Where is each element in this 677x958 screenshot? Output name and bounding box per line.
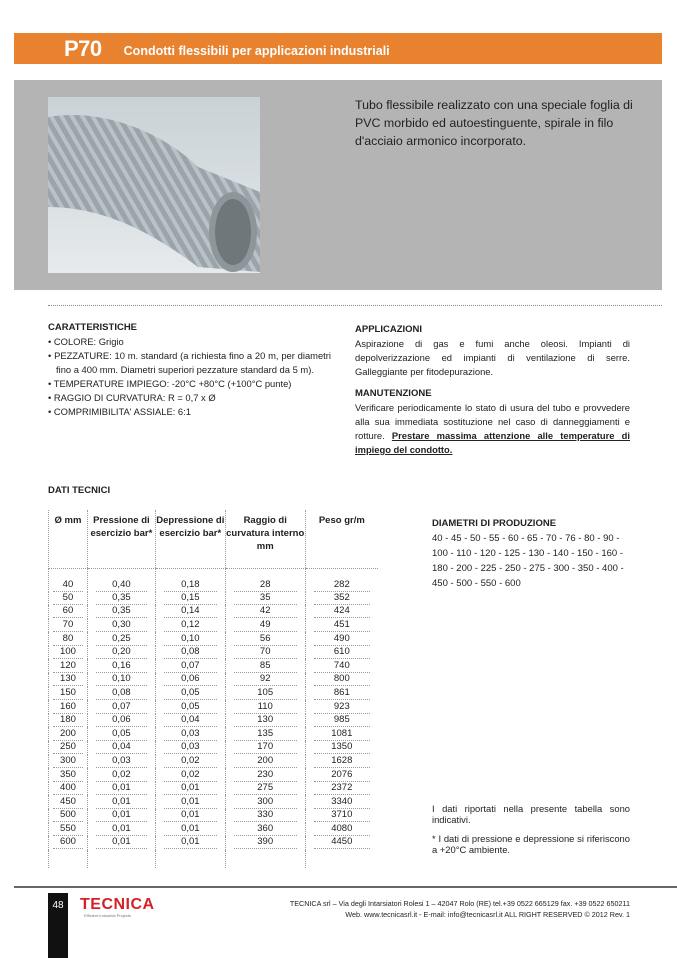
table-cell <box>305 795 378 809</box>
table-cell <box>155 714 225 728</box>
logo-tagline: Efficient Industrial Projects <box>84 913 132 918</box>
cell-value: 490 <box>314 633 370 646</box>
cell-value: 0,18 <box>164 579 217 592</box>
cell-value: 105 <box>234 687 297 700</box>
table-cell <box>49 809 88 823</box>
cell-value: 0,10 <box>164 633 217 646</box>
table-cell <box>155 659 225 673</box>
table-cell <box>87 809 155 823</box>
cell-value: 0,01 <box>96 836 147 849</box>
cell-value: 352 <box>314 592 370 605</box>
table-cell <box>87 823 155 837</box>
cell-value: 0,03 <box>164 741 217 754</box>
diameters-title: DIAMETRI DI PRODUZIONE <box>432 518 557 529</box>
table-cell <box>155 619 225 633</box>
characteristic-item: • PEZZATURE: 10 m. standard (a richiesta fino a 20 m, per diametri fino a 400 mm. Diametri superiori pezzature standard da 5 m). <box>48 349 331 377</box>
table-cell <box>305 809 378 823</box>
table-row <box>49 755 379 769</box>
table-cell <box>155 836 225 850</box>
table-cell <box>49 646 88 660</box>
cell-value: 0,06 <box>96 714 147 727</box>
cell-value: 0,35 <box>96 592 147 605</box>
cell-value: 0,07 <box>164 660 217 673</box>
cell-value: 135 <box>234 728 297 741</box>
table-cell <box>155 673 225 687</box>
cell-value: 0,01 <box>164 809 217 822</box>
table-cell <box>225 687 305 701</box>
table-row <box>49 605 379 619</box>
table-cell <box>87 741 155 755</box>
note-pressure: * I dati di pressione e depressione si riferiscono a +20°C ambiente. <box>432 833 630 855</box>
empty-cell <box>49 850 88 868</box>
column-header: Pressione di esercizio bar* <box>87 510 155 568</box>
cell-value: 0,20 <box>96 646 147 659</box>
table-row <box>49 768 379 782</box>
cell-value: 0,01 <box>96 796 147 809</box>
cell-value: 450 <box>53 796 83 809</box>
cell-value: 49 <box>234 619 297 632</box>
cell-value: 500 <box>53 809 83 822</box>
production-diameters <box>432 516 632 591</box>
cell-value: 275 <box>234 782 297 795</box>
product-subtitle: Condotti flessibili per applicazioni industriali <box>123 43 390 58</box>
table-row <box>49 619 379 633</box>
cell-value: 85 <box>234 660 297 673</box>
table-cell <box>305 632 378 646</box>
page-number: 48 <box>48 893 68 958</box>
characteristic-item: • COMPRIMIBILITA' ASSIALE: 6:1 <box>48 405 331 419</box>
product-description: Tubo flessibile realizzato con una speciale foglia di PVC morbido ed autoestinguente, spirale in filo d'acciaio armonico incorporato. <box>355 98 633 148</box>
cell-value: 0,01 <box>96 782 147 795</box>
table-cell <box>49 741 88 755</box>
product-photo <box>48 97 260 273</box>
cell-value: 923 <box>314 701 370 714</box>
cell-value: 0,10 <box>96 673 147 686</box>
table-cell <box>49 673 88 687</box>
table-cell <box>49 632 88 646</box>
cell-value: 160 <box>53 701 83 714</box>
footer-divider <box>14 886 677 888</box>
table-cell <box>305 568 378 592</box>
table-cell <box>305 619 378 633</box>
cell-value: 150 <box>53 687 83 700</box>
empty-cell <box>225 850 305 868</box>
table-cell <box>49 659 88 673</box>
table-row <box>49 687 379 701</box>
table-row <box>49 809 379 823</box>
cell-value: 360 <box>234 823 297 836</box>
applications-text: Aspirazione di gas e fumi anche oleosi. Impianti di depolverizzazione ed impianti di ventilazione di serre. Galleggiante per fitodepurazione. <box>355 338 630 377</box>
column-header: Ø mm <box>49 510 88 568</box>
cell-value: 230 <box>234 769 297 782</box>
cell-value: 200 <box>53 728 83 741</box>
maintenance-emphasis: Prestare massima attenzione alle temperature di impiego del condotto. <box>355 430 630 455</box>
table-cell <box>49 592 88 606</box>
table-cell <box>49 782 88 796</box>
table-row <box>49 632 379 646</box>
table-cell <box>49 568 88 592</box>
table-cell <box>155 592 225 606</box>
empty-cell <box>155 850 225 868</box>
table-cell <box>305 727 378 741</box>
table-cell <box>225 659 305 673</box>
cell-value: 0,04 <box>164 714 217 727</box>
table-row <box>49 823 379 837</box>
table-row <box>49 646 379 660</box>
table-cell <box>305 782 378 796</box>
table-cell <box>87 646 155 660</box>
cell-value: 100 <box>53 646 83 659</box>
table-cell <box>225 795 305 809</box>
table-row <box>49 673 379 687</box>
cell-value: 0,08 <box>96 687 147 700</box>
cell-value: 170 <box>234 741 297 754</box>
column-header: Peso gr/m <box>305 510 378 568</box>
table-cell <box>155 809 225 823</box>
cell-value: 35 <box>234 592 297 605</box>
table-cell <box>305 823 378 837</box>
table-cell <box>305 714 378 728</box>
table-row <box>49 700 379 714</box>
table-cell <box>155 768 225 782</box>
table-row <box>49 727 379 741</box>
hose-image <box>48 97 260 273</box>
header-bar <box>14 33 662 64</box>
table-cell <box>225 568 305 592</box>
cell-value: 3340 <box>314 796 370 809</box>
cell-value: 80 <box>53 633 83 646</box>
product-code: P70 <box>64 35 102 61</box>
table-cell <box>225 836 305 850</box>
tech-data-title: DATI TECNICI <box>48 485 111 496</box>
table-cell <box>305 592 378 606</box>
table-cell <box>305 768 378 782</box>
cell-value: 0,01 <box>164 836 217 849</box>
table-cell <box>155 795 225 809</box>
table-cell <box>87 836 155 850</box>
table-cell <box>305 836 378 850</box>
table-cell <box>305 741 378 755</box>
table-cell <box>87 700 155 714</box>
diameters-list: 40 - 45 - 50 - 55 - 60 - 65 - 70 - 76 - 80 - 90 - 100 - 110 - 120 - 125 - 130 - 140 - 150 - 160 - 180 - 200 - 225 - 250 - 275 - 300 - 350 - 400 - 450 - 500 - 550 - 600 <box>432 533 624 589</box>
cell-value: 0,14 <box>164 605 217 618</box>
table-cell <box>225 632 305 646</box>
table-cell <box>49 700 88 714</box>
table-cell <box>87 568 155 592</box>
table-cell <box>225 727 305 741</box>
table-cell <box>87 673 155 687</box>
cell-value: 600 <box>53 836 83 849</box>
footer-info <box>290 898 630 920</box>
cell-value: 0,02 <box>96 769 147 782</box>
cell-value: 0,02 <box>164 769 217 782</box>
table-cell <box>87 605 155 619</box>
footer-address: TECNICA srl – Via degli Intarsiatori Rolesi 1 – 42047 Rolo (RE) tel.+39 0522 665129 fax. +39 0522 650211 <box>289 899 630 908</box>
cell-value: 130 <box>53 673 83 686</box>
table-cell <box>225 823 305 837</box>
cell-value: 1350 <box>314 741 370 754</box>
cell-value: 0,40 <box>96 579 147 592</box>
table-cell <box>155 782 225 796</box>
empty-cell <box>87 850 155 868</box>
table-cell <box>87 632 155 646</box>
cell-value: 985 <box>314 714 370 727</box>
table-cell <box>49 714 88 728</box>
table-cell <box>305 700 378 714</box>
cell-value: 250 <box>53 741 83 754</box>
characteristic-item: • TEMPERATURE IMPIEGO: -20°C +80°C (+100°C punte) <box>48 377 331 391</box>
maintenance-text <box>355 401 630 457</box>
table-cell <box>87 795 155 809</box>
table-cell <box>155 700 225 714</box>
table-cell <box>155 687 225 701</box>
characteristic-item: • RAGGIO DI CURVATURA: R = 0,7 x Ø <box>48 391 331 405</box>
cell-value: 0,30 <box>96 619 147 632</box>
cell-value: 70 <box>53 619 83 632</box>
table-cell <box>49 687 88 701</box>
table-cell <box>49 836 88 850</box>
table-row <box>49 741 379 755</box>
table-cell <box>87 687 155 701</box>
cell-value: 70 <box>234 646 297 659</box>
cell-value: 42 <box>234 605 297 618</box>
table-cell <box>305 755 378 769</box>
table-cell <box>87 619 155 633</box>
cell-value: 451 <box>314 619 370 632</box>
table-cell <box>87 768 155 782</box>
cell-value: 282 <box>314 579 370 592</box>
cell-value: 1081 <box>314 728 370 741</box>
cell-value: 550 <box>53 823 83 836</box>
cell-value: 0,01 <box>96 823 147 836</box>
cell-value: 0,02 <box>164 755 217 768</box>
cell-value: 300 <box>53 755 83 768</box>
table-cell <box>155 755 225 769</box>
cell-value: 92 <box>234 673 297 686</box>
table-cell <box>49 619 88 633</box>
cell-value: 1628 <box>314 755 370 768</box>
table-cell <box>87 592 155 606</box>
table-cell <box>225 809 305 823</box>
table-cell <box>305 673 378 687</box>
note-indicative: I dati riportati nella presente tabella sono indicativi. <box>432 803 630 825</box>
table-cell <box>49 823 88 837</box>
table-cell <box>225 755 305 769</box>
table-row <box>49 659 379 673</box>
applications-title: APPLICAZIONI <box>355 324 423 335</box>
table-cell <box>225 592 305 606</box>
characteristics-title: CARATTERISTICHE <box>48 322 138 333</box>
cell-value: 200 <box>234 755 297 768</box>
cell-value: 0,25 <box>96 633 147 646</box>
notes <box>432 803 630 855</box>
table-cell <box>155 727 225 741</box>
cell-value: 180 <box>53 714 83 727</box>
cell-value: 40 <box>53 579 83 592</box>
table-cell <box>305 659 378 673</box>
cell-value: 0,16 <box>96 660 147 673</box>
table-cell <box>225 605 305 619</box>
table-cell <box>49 605 88 619</box>
table-cell <box>155 632 225 646</box>
intro-band <box>14 80 662 290</box>
table-padding-row <box>49 850 379 868</box>
table-cell <box>87 727 155 741</box>
table-cell <box>155 646 225 660</box>
cell-value: 130 <box>234 714 297 727</box>
cell-value: 861 <box>314 687 370 700</box>
table-cell <box>305 646 378 660</box>
table-cell <box>305 687 378 701</box>
table-cell <box>87 755 155 769</box>
characteristic-item: • COLORE: Grigio <box>48 335 331 349</box>
table-cell <box>155 568 225 592</box>
cell-value: 0,08 <box>164 646 217 659</box>
applications-section <box>355 323 630 465</box>
table-cell <box>225 714 305 728</box>
cell-value: 120 <box>53 660 83 673</box>
cell-value: 400 <box>53 782 83 795</box>
maintenance-body: Verificare periodicamente lo stato di usura del tubo e provvedere alla sua immediata sostituzione nel caso di danneggiamenti e rotture. <box>355 402 630 441</box>
table-cell <box>155 823 225 837</box>
tecnica-logo: TECNICA <box>80 896 155 913</box>
cell-value: 740 <box>314 660 370 673</box>
table-cell <box>225 768 305 782</box>
table-row <box>49 795 379 809</box>
cell-value: 0,12 <box>164 619 217 632</box>
table-cell <box>155 741 225 755</box>
cell-value: 610 <box>314 646 370 659</box>
table-cell <box>225 782 305 796</box>
table-cell <box>49 768 88 782</box>
cell-value: 28 <box>234 579 297 592</box>
cell-value: 4080 <box>314 823 370 836</box>
cell-value: 0,04 <box>96 741 147 754</box>
table-cell <box>225 700 305 714</box>
table-row <box>49 714 379 728</box>
cell-value: 0,05 <box>164 687 217 700</box>
cell-value: 0,01 <box>164 782 217 795</box>
cell-value: 330 <box>234 809 297 822</box>
cell-value: 0,01 <box>164 796 217 809</box>
cell-value: 60 <box>53 605 83 618</box>
table-cell <box>49 755 88 769</box>
cell-value: 0,06 <box>164 673 217 686</box>
characteristics-section <box>48 321 331 419</box>
empty-cell <box>305 850 378 868</box>
footer-web: Web. www.tecnicasrl.it - E-mail: info@tecnicasrl.it ALL RIGHT RESERVED © 2012 Rev. 1 <box>345 910 630 919</box>
cell-value: 0,05 <box>164 701 217 714</box>
table-cell <box>87 659 155 673</box>
table-row <box>49 782 379 796</box>
cell-value: 2372 <box>314 782 370 795</box>
column-header: Depressione di esercizio bar* <box>155 510 225 568</box>
cell-value: 800 <box>314 673 370 686</box>
table-cell <box>225 673 305 687</box>
cell-value: 300 <box>234 796 297 809</box>
table-row <box>49 568 379 592</box>
table-cell <box>87 782 155 796</box>
column-header: Raggio di curvatura interno mm <box>225 510 305 568</box>
table-cell <box>49 727 88 741</box>
table-cell <box>305 605 378 619</box>
cell-value: 350 <box>53 769 83 782</box>
tech-data-table <box>48 510 378 868</box>
table-cell <box>225 619 305 633</box>
table-cell <box>49 795 88 809</box>
cell-value: 110 <box>234 701 297 714</box>
cell-value: 0,03 <box>164 728 217 741</box>
cell-value: 2076 <box>314 769 370 782</box>
table-row <box>49 592 379 606</box>
table-cell <box>87 714 155 728</box>
cell-value: 0,03 <box>96 755 147 768</box>
cell-value: 0,01 <box>164 823 217 836</box>
cell-value: 50 <box>53 592 83 605</box>
cell-value: 0,35 <box>96 605 147 618</box>
cell-value: 424 <box>314 605 370 618</box>
table-cell <box>155 605 225 619</box>
divider <box>48 305 662 306</box>
cell-value: 56 <box>234 633 297 646</box>
cell-value: 0,01 <box>96 809 147 822</box>
cell-value: 0,07 <box>96 701 147 714</box>
table-row <box>49 836 379 850</box>
cell-value: 3710 <box>314 809 370 822</box>
maintenance-title: MANUTENZIONE <box>355 388 432 399</box>
table-cell <box>225 646 305 660</box>
cell-value: 0,05 <box>96 728 147 741</box>
table-cell <box>225 741 305 755</box>
cell-value: 0,15 <box>164 592 217 605</box>
cell-value: 4450 <box>314 836 370 849</box>
cell-value: 390 <box>234 836 297 849</box>
